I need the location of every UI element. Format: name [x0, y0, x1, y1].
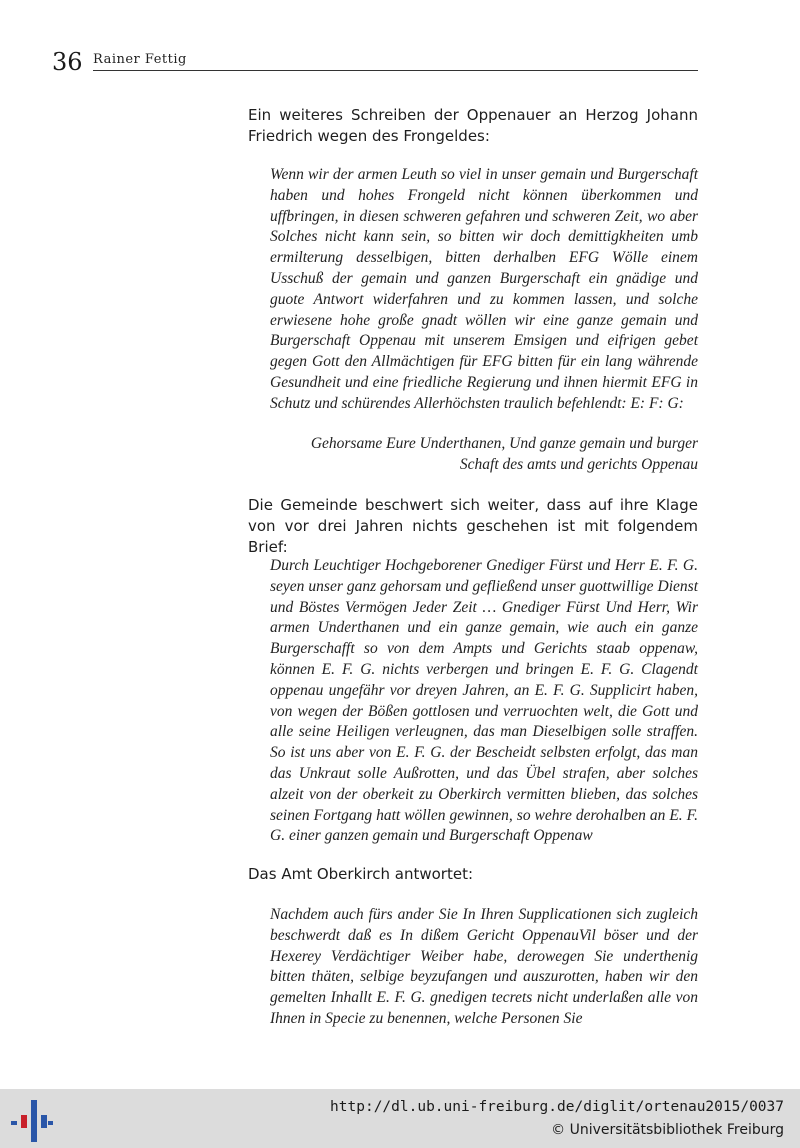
footer-bar — [0, 1089, 800, 1148]
footer-url-link[interactable]: http://dl.ub.uni-freiburg.de/diglit/ortenau2015/0037 — [330, 1099, 784, 1115]
footer-copyright: © Universitätsbibliothek Freiburg — [551, 1122, 784, 1138]
quote-block-2: Durch Leuchtiger Hochgeborener Gnediger Fürst und Herr E. F. G. seyen unser ganz gehorsam und gefließend unser guottwillige Dienst und Böstes Vermögen Jeder Zeit … Gnediger Fürst Und Herr, Wir armen Underthanen und ein ganze gemain, wie auch ein ganze Burgerschafft so von dem Ampts und Gerichts staab oppenaw, können E. F. G. nichts verbergen und bringen E. F. G. Clagendt oppenau ungefähr vor dreyen Jahren, an E. F. G. Supplicirt haben, von wegen der Bößen gottlosen und verruochten welt, die Gott und alle seine Heiligen verleugnen, das man Dieselbigen solle straffen. So ist uns aber von E. F. G. der Bescheidt selbsten erfolgt, das man das Unkraut solle Außrotten, und das Übel strafen, aber solches alzeit von der oberkeit zu Oberkirch vermitten blieben, das solches seinen Fortgang hatt wöllen gewinnen, so wehre derohalben an E. F. G. einer ganzen gemain und Burgerschaft Oppenaw — [270, 557, 698, 845]
signature-line-2: Schaft des amts und gerichts Oppenau — [459, 456, 698, 473]
paragraph-intro-2: Die Gemeinde beschwert sich weiter, dass auf ihre Klage von vor drei Jahren nichts geschehen ist mit folgendem Brief: — [248, 496, 698, 556]
quote-block-1: Wenn wir der armen Leuth so viel in unser gemain und Burgerschaft haben und hohes Frongeld nicht können überkommen und uffbringen, in diesen schweren gefahren und schweren Zeit, wo aber Solches nicht kann sein, so bitten wir doch demittigkheiten umb ermilterung desselbigen, bitten derhalben EFG Wölle einem Usschuß der gemain und ganzen Burgerschaft ein gnädige und guote Antwort widerfahren und zu kommen lassen, und solche erwiesene hohe große gnadt wöllen wir eine ganze gemain und Burgerschaft Oppenau mit unserem Emsigen und eifrigen gebet gegen Gott den Allmächtigen für EFG bitten für ein lang währende Gesundheit und eine friedliche Regierung und ihnen hiermit EFG in Schutz und schürendes Allerhöchsten traulich befehlendt: E: F: G: — [270, 166, 698, 412]
signature-line-1: Gehorsame Eure Underthanen, Und ganze gemain und burger — [310, 435, 698, 452]
signature-block — [270, 433, 698, 475]
quote-block-3: Nachdem auch fürs ander Sie In Ihren Supplicationen sich zugleich beschwerdt daß es In dißem Gericht OppenauVil böser und der Hexerey Verdächtiger Weiber habe, derowegen Sie underthenig bitten thäten, selbige beyzufangen und auszurotten, haben wir den gemelten Inhallt E. F. G. gnedigen tecrets nicht underlaßen alle von Ihnen in Specie zu benennen, welche Personen Sie — [270, 906, 698, 1027]
header-rule — [93, 70, 698, 71]
paragraph-intro-3: Das Amt Oberkirch antwortet: — [248, 865, 474, 883]
page-number: 36 — [52, 48, 83, 76]
running-head: Rainer Fettig — [93, 52, 187, 67]
paragraph-intro-1: Ein weiteres Schreiben der Oppenauer an Herzog Johann Friedrich wegen des Frongeldes: — [248, 106, 698, 145]
ub-freiburg-logo-icon — [8, 1099, 54, 1143]
